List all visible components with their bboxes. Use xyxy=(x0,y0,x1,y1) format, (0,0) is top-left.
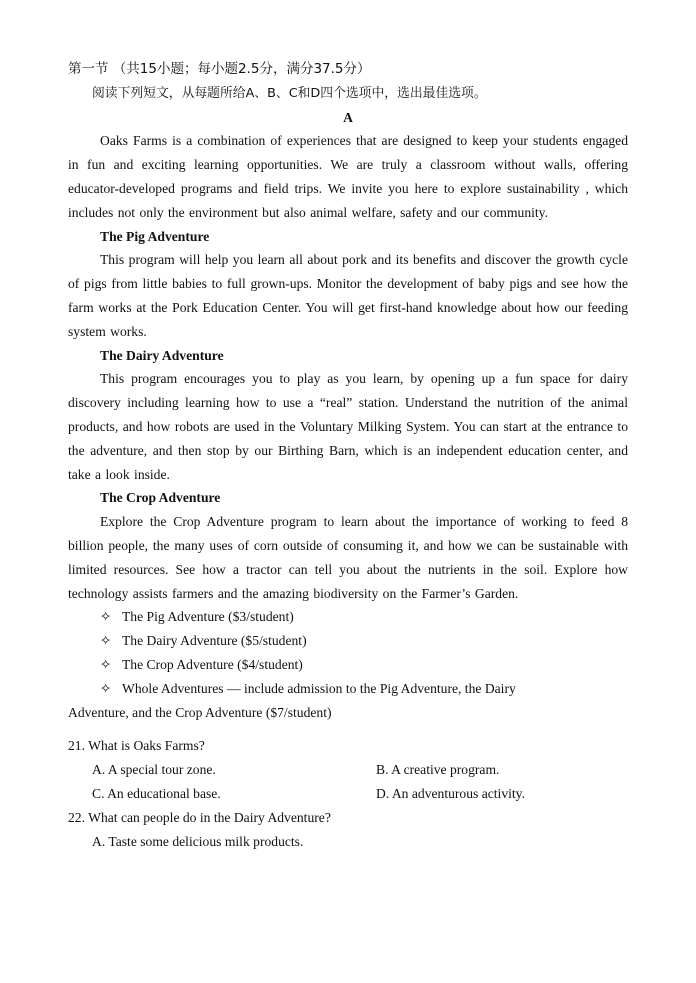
section-instruction: 阅读下列短文，从每题所给A、B、C和D四个选项中，选出最佳选项。 xyxy=(92,85,487,101)
crop-adventure-heading: The Crop Adventure xyxy=(100,490,221,506)
price-whole-continued: Adventure, and the Crop Adventure ($7/student) xyxy=(68,704,332,720)
question-stem: 21. What is Oaks Farms? xyxy=(68,738,205,754)
price-item xyxy=(68,605,628,629)
pig-adventure-body: This program will help you learn all about pork and its benefits and discover the growth cycle of pigs from little babies to full grown-ups. Monitor the development of baby pigs and see how the farm works at the Pork Education Center. You will get first-hand knowledge about how our feeding system works. xyxy=(68,252,628,339)
passage-intro: Oaks Farms is a combination of experiences that are designed to keep your students engaged in fun and exciting learning opportunities. We are truly a classroom without walls, offering educator-developed programs and field trips. We invite you here to explore sustainability , which includes not only the environment but also animal welfare, safety and our community. xyxy=(68,133,628,220)
price-item xyxy=(68,677,628,701)
section-header: 第一节 （共15小题；每小题2.5分，满分37.5分） xyxy=(68,61,371,77)
price-crop: The Crop Adventure ($4/student) xyxy=(122,656,303,672)
diamond-star-icon: ✧ xyxy=(100,633,112,649)
price-item xyxy=(68,629,628,653)
passage-label: A xyxy=(343,109,353,125)
diamond-star-icon: ✧ xyxy=(100,656,112,672)
question-21 xyxy=(68,734,628,805)
option-c[interactable]: C. An educational base. xyxy=(92,785,221,801)
option-b[interactable]: B. A creative program. xyxy=(376,762,500,778)
question-stem: 22. What can people do in the Dairy Adventure? xyxy=(68,809,331,825)
price-item xyxy=(68,653,628,677)
diamond-star-icon: ✧ xyxy=(100,609,112,625)
price-whole: Whole Adventures — include admission to the Pig Adventure, the Dairy xyxy=(122,680,516,696)
exam-page xyxy=(68,58,628,853)
question-22 xyxy=(68,806,628,854)
price-list xyxy=(68,605,628,700)
dairy-adventure-heading: The Dairy Adventure xyxy=(100,347,224,363)
option-a[interactable]: A. Taste some delicious milk products. xyxy=(92,833,304,849)
option-d[interactable]: D. An adventurous activity. xyxy=(376,785,525,801)
diamond-star-icon: ✧ xyxy=(100,680,112,696)
price-pig: The Pig Adventure ($3/student) xyxy=(122,609,294,625)
dairy-adventure-body: This program encourages you to play as you learn, by opening up a fun space for dairy discovery including learning how to use a “real” station. Understand the nutrition of the animal products, and how robots are used in the Voluntary Milking System. You can start at the entrance to the adventure, and then stop by our Birthing Barn, which is an independent education center, and take a look inside. xyxy=(68,371,628,482)
answer-options xyxy=(68,758,628,806)
price-dairy: The Dairy Adventure ($5/student) xyxy=(122,633,307,649)
crop-adventure-body: Explore the Crop Adventure program to learn about the importance of working to feed 8 billion people, the many uses of corn outside of consuming it, and how we can be sustainable with limited resources. See how a tractor can tell you about the nutrients in the soil. Explore how technology assists farmers and the amazing biodiversity on the Farmer’s Garden. xyxy=(68,514,628,601)
pig-adventure-heading: The Pig Adventure xyxy=(100,228,210,244)
option-a[interactable]: A. A special tour zone. xyxy=(92,762,216,778)
